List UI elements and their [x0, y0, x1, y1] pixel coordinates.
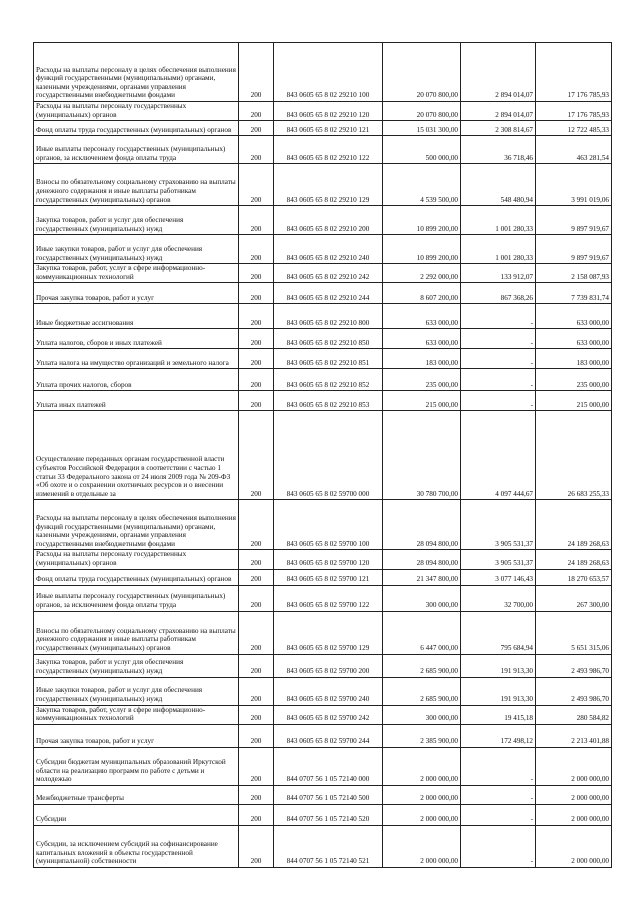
row-name-cell: Закупка товаров, работ и услуг для обеспечения государственных (муниципальных) нужд — [34, 206, 239, 235]
row-budget-code-cell: 843 0605 65 8 02 29210 121 — [274, 121, 383, 136]
row-name-cell: Уплата налогов, сборов и иных платежей — [34, 329, 239, 349]
row-approved-amount-cell: 20 070 800,00 — [383, 43, 461, 102]
table-row — [34, 500, 612, 550]
table-row — [34, 804, 612, 825]
row-line-code-cell: 200 — [239, 654, 274, 677]
row-unexecuted-amount-cell: 2 213 401,88 — [536, 724, 612, 747]
row-name-cell: Иные закупки товаров, работ и услуг для обеспечения государственных (муниципальных) нужд — [34, 677, 239, 705]
row-budget-code-cell: 843 0605 65 8 02 29210 129 — [274, 164, 383, 206]
row-unexecuted-amount-cell: 633 000,00 — [536, 304, 612, 329]
row-line-code-cell: 200 — [239, 164, 274, 206]
row-unexecuted-amount-cell: 18 270 653,57 — [536, 569, 612, 585]
row-approved-amount-cell: 2 000 000,00 — [383, 804, 461, 825]
row-approved-amount-cell: 300 000,00 — [383, 705, 461, 724]
row-executed-amount-cell: 4 097 444,67 — [461, 411, 536, 500]
row-budget-code-cell: 843 0605 65 8 02 29210 240 — [274, 235, 383, 264]
row-unexecuted-amount-cell: 2 158 087,93 — [536, 264, 612, 283]
row-budget-code-cell: 843 0605 65 8 02 29210 122 — [274, 136, 383, 164]
row-budget-code-cell: 843 0605 65 8 02 59700 121 — [274, 569, 383, 585]
row-line-code-cell: 200 — [239, 304, 274, 329]
row-line-code-cell: 200 — [239, 264, 274, 283]
row-name-cell: Иные выплаты персоналу государственных (муниципальных) органов, за исключением фонда оплаты труда — [34, 136, 239, 164]
row-budget-code-cell: 844 0707 56 1 05 72140 520 — [274, 804, 383, 825]
table-row — [34, 264, 612, 283]
row-unexecuted-amount-cell: 183 000,00 — [536, 349, 612, 369]
row-name-cell: Иные закупки товаров, работ и услуг для обеспечения государственных (муниципальных) нужд — [34, 235, 239, 264]
row-executed-amount-cell: 2 894 014,07 — [461, 102, 536, 121]
row-unexecuted-amount-cell: 2 000 000,00 — [536, 804, 612, 825]
row-line-code-cell: 200 — [239, 391, 274, 411]
row-unexecuted-amount-cell: 2 000 000,00 — [536, 747, 612, 785]
row-approved-amount-cell: 215 000,00 — [383, 391, 461, 411]
row-line-code-cell: 200 — [239, 235, 274, 264]
row-line-code-cell: 200 — [239, 724, 274, 747]
row-approved-amount-cell: 633 000,00 — [383, 329, 461, 349]
row-executed-amount-cell: 2 308 814,67 — [461, 121, 536, 136]
row-executed-amount-cell: - — [461, 785, 536, 804]
row-executed-amount-cell: 133 912,07 — [461, 264, 536, 283]
row-budget-code-cell: 844 0707 56 1 05 72140 521 — [274, 825, 383, 867]
row-unexecuted-amount-cell: 2 000 000,00 — [536, 825, 612, 867]
row-executed-amount-cell: 2 894 014,07 — [461, 43, 536, 102]
budget-table — [33, 42, 612, 868]
table-row — [34, 369, 612, 391]
row-approved-amount-cell: 2 685 900,00 — [383, 654, 461, 677]
row-approved-amount-cell: 633 000,00 — [383, 304, 461, 329]
budget-table-body — [34, 43, 612, 868]
row-executed-amount-cell: - — [461, 825, 536, 867]
row-name-cell: Закупка товаров, работ и услуг для обеспечения государственных (муниципальных) нужд — [34, 654, 239, 677]
row-line-code-cell: 200 — [239, 585, 274, 611]
row-name-cell: Субсидии — [34, 804, 239, 825]
row-unexecuted-amount-cell: 17 176 785,93 — [536, 43, 612, 102]
row-unexecuted-amount-cell: 17 176 785,93 — [536, 102, 612, 121]
table-row — [34, 611, 612, 654]
row-line-code-cell: 200 — [239, 825, 274, 867]
row-executed-amount-cell: - — [461, 349, 536, 369]
row-line-code-cell: 200 — [239, 136, 274, 164]
table-row — [34, 747, 612, 785]
row-name-cell: Расходы на выплаты персоналу в целях обеспечения выполнения функций государственными (муниципальными) органами, казенными учреждениями, органами управления государственными внебюджетными фондами — [34, 500, 239, 550]
row-name-cell: Закупка товаров, работ, услуг в сфере информационно-коммуникационных технологий — [34, 264, 239, 283]
row-name-cell: Расходы на выплаты персоналу государственных (муниципальных) органов — [34, 102, 239, 121]
row-unexecuted-amount-cell: 7 739 831,74 — [536, 283, 612, 304]
row-executed-amount-cell: - — [461, 304, 536, 329]
row-executed-amount-cell: - — [461, 369, 536, 391]
row-unexecuted-amount-cell: 26 683 255,33 — [536, 411, 612, 500]
row-unexecuted-amount-cell: 215 000,00 — [536, 391, 612, 411]
table-row — [34, 705, 612, 724]
row-budget-code-cell: 843 0605 65 8 02 29210 800 — [274, 304, 383, 329]
row-budget-code-cell: 843 0605 65 8 02 59700 122 — [274, 585, 383, 611]
row-approved-amount-cell: 15 031 300,00 — [383, 121, 461, 136]
row-approved-amount-cell: 2 685 900,00 — [383, 677, 461, 705]
row-budget-code-cell: 843 0605 65 8 02 59700 000 — [274, 411, 383, 500]
row-executed-amount-cell: 1 001 280,33 — [461, 235, 536, 264]
row-unexecuted-amount-cell: 5 651 315,06 — [536, 611, 612, 654]
row-budget-code-cell: 843 0605 65 8 02 29210 100 — [274, 43, 383, 102]
table-row — [34, 785, 612, 804]
table-row — [34, 329, 612, 349]
table-row — [34, 724, 612, 747]
table-row — [34, 569, 612, 585]
row-name-cell: Взносы по обязательному социальному страхованию на выплаты денежного содержания и иные выплаты работникам государственных (муниципальных) органов — [34, 164, 239, 206]
row-budget-code-cell: 843 0605 65 8 02 59700 244 — [274, 724, 383, 747]
row-approved-amount-cell: 2 292 000,00 — [383, 264, 461, 283]
row-executed-amount-cell: - — [461, 329, 536, 349]
table-row — [34, 550, 612, 569]
row-line-code-cell: 200 — [239, 611, 274, 654]
row-approved-amount-cell: 4 539 500,00 — [383, 164, 461, 206]
row-approved-amount-cell: 183 000,00 — [383, 349, 461, 369]
row-name-cell: Уплата налога на имущество организаций и земельного налога — [34, 349, 239, 369]
row-budget-code-cell: 843 0605 65 8 02 59700 129 — [274, 611, 383, 654]
row-budget-code-cell: 843 0605 65 8 02 29210 242 — [274, 264, 383, 283]
row-budget-code-cell: 843 0605 65 8 02 59700 200 — [274, 654, 383, 677]
row-unexecuted-amount-cell: 24 189 268,63 — [536, 500, 612, 550]
row-unexecuted-amount-cell: 9 897 919,67 — [536, 235, 612, 264]
row-name-cell: Межбюджетные трансферты — [34, 785, 239, 804]
row-unexecuted-amount-cell: 235 000,00 — [536, 369, 612, 391]
row-approved-amount-cell: 8 607 200,00 — [383, 283, 461, 304]
row-executed-amount-cell: - — [461, 747, 536, 785]
row-executed-amount-cell: 191 913,30 — [461, 654, 536, 677]
row-approved-amount-cell: 500 000,00 — [383, 136, 461, 164]
row-budget-code-cell: 843 0605 65 8 02 29210 852 — [274, 369, 383, 391]
row-unexecuted-amount-cell: 280 584,82 — [536, 705, 612, 724]
row-approved-amount-cell: 21 347 800,00 — [383, 569, 461, 585]
row-approved-amount-cell: 2 000 000,00 — [383, 747, 461, 785]
row-budget-code-cell: 844 0707 56 1 05 72140 500 — [274, 785, 383, 804]
row-unexecuted-amount-cell: 2 000 000,00 — [536, 785, 612, 804]
row-name-cell: Субсидии, за исключением субсидий на софинансирование капитальных вложений в объекты государственной (муниципальной) собственности — [34, 825, 239, 867]
table-row — [34, 304, 612, 329]
row-line-code-cell: 200 — [239, 43, 274, 102]
row-line-code-cell: 200 — [239, 206, 274, 235]
table-row — [34, 164, 612, 206]
row-name-cell: Расходы на выплаты персоналу государственных (муниципальных) органов — [34, 550, 239, 569]
row-executed-amount-cell: 172 498,12 — [461, 724, 536, 747]
row-unexecuted-amount-cell: 24 189 268,63 — [536, 550, 612, 569]
row-executed-amount-cell: 32 700,00 — [461, 585, 536, 611]
row-executed-amount-cell: - — [461, 391, 536, 411]
row-approved-amount-cell: 28 094 800,00 — [383, 550, 461, 569]
row-name-cell: Расходы на выплаты персоналу в целях обеспечения выполнения функций государственными (муниципальными) органами, казенными учреждениями, органами управления государственными внебюджетными фондами — [34, 43, 239, 102]
table-row — [34, 391, 612, 411]
table-row — [34, 43, 612, 102]
row-executed-amount-cell: 867 368,26 — [461, 283, 536, 304]
row-line-code-cell: 200 — [239, 369, 274, 391]
table-row — [34, 411, 612, 500]
row-budget-code-cell: 843 0605 65 8 02 29210 850 — [274, 329, 383, 349]
row-approved-amount-cell: 10 899 200,00 — [383, 206, 461, 235]
row-unexecuted-amount-cell: 9 897 919,67 — [536, 206, 612, 235]
row-budget-code-cell: 843 0605 65 8 02 29210 120 — [274, 102, 383, 121]
row-approved-amount-cell: 10 899 200,00 — [383, 235, 461, 264]
row-executed-amount-cell: 3 905 531,37 — [461, 550, 536, 569]
row-line-code-cell: 200 — [239, 677, 274, 705]
row-budget-code-cell: 843 0605 65 8 02 29210 200 — [274, 206, 383, 235]
row-executed-amount-cell: 3 077 146,43 — [461, 569, 536, 585]
row-unexecuted-amount-cell: 3 991 019,06 — [536, 164, 612, 206]
row-line-code-cell: 200 — [239, 500, 274, 550]
row-unexecuted-amount-cell: 633 000,00 — [536, 329, 612, 349]
row-line-code-cell: 200 — [239, 705, 274, 724]
row-name-cell: Уплата прочих налогов, сборов — [34, 369, 239, 391]
row-line-code-cell: 200 — [239, 747, 274, 785]
table-row — [34, 585, 612, 611]
row-line-code-cell: 200 — [239, 102, 274, 121]
row-approved-amount-cell: 2 000 000,00 — [383, 785, 461, 804]
row-line-code-cell: 200 — [239, 785, 274, 804]
row-line-code-cell: 200 — [239, 283, 274, 304]
row-executed-amount-cell: 36 718,46 — [461, 136, 536, 164]
row-unexecuted-amount-cell: 267 300,00 — [536, 585, 612, 611]
row-executed-amount-cell: 3 905 531,37 — [461, 500, 536, 550]
row-budget-code-cell: 843 0605 65 8 02 59700 242 — [274, 705, 383, 724]
row-unexecuted-amount-cell: 2 493 986,70 — [536, 677, 612, 705]
table-row — [34, 654, 612, 677]
row-budget-code-cell: 843 0605 65 8 02 59700 100 — [274, 500, 383, 550]
row-budget-code-cell: 843 0605 65 8 02 59700 240 — [274, 677, 383, 705]
row-line-code-cell: 200 — [239, 804, 274, 825]
row-name-cell: Фонд оплаты труда государственных (муниципальных) органов — [34, 569, 239, 585]
row-executed-amount-cell: 19 415,18 — [461, 705, 536, 724]
row-name-cell: Иные выплаты персоналу государственных (муниципальных) органов, за исключением фонда оплаты труда — [34, 585, 239, 611]
row-name-cell: Взносы по обязательному социальному страхованию на выплаты денежного содержания и иные выплаты работникам государственных (муниципальных) органов — [34, 611, 239, 654]
row-name-cell: Субсидии бюджетам муниципальных образований Иркутской области на реализацию программ по работе с детьми и молодежью — [34, 747, 239, 785]
row-name-cell: Закупка товаров, работ, услуг в сфере информационно-коммуникационных технологий — [34, 705, 239, 724]
row-name-cell: Фонд оплаты труда государственных (муниципальных) органов — [34, 121, 239, 136]
row-approved-amount-cell: 30 780 700,00 — [383, 411, 461, 500]
row-name-cell: Прочая закупка товаров, работ и услуг — [34, 724, 239, 747]
row-approved-amount-cell: 2 385 900,00 — [383, 724, 461, 747]
row-approved-amount-cell: 300 000,00 — [383, 585, 461, 611]
row-approved-amount-cell: 6 447 000,00 — [383, 611, 461, 654]
row-executed-amount-cell: - — [461, 804, 536, 825]
row-name-cell: Уплата иных платежей — [34, 391, 239, 411]
table-row — [34, 235, 612, 264]
table-row — [34, 136, 612, 164]
table-row — [34, 102, 612, 121]
row-executed-amount-cell: 191 913,30 — [461, 677, 536, 705]
table-row — [34, 283, 612, 304]
row-line-code-cell: 200 — [239, 121, 274, 136]
row-budget-code-cell: 843 0605 65 8 02 29210 851 — [274, 349, 383, 369]
row-line-code-cell: 200 — [239, 550, 274, 569]
row-executed-amount-cell: 795 684,94 — [461, 611, 536, 654]
row-budget-code-cell: 843 0605 65 8 02 59700 120 — [274, 550, 383, 569]
row-unexecuted-amount-cell: 12 722 485,33 — [536, 121, 612, 136]
table-row — [34, 121, 612, 136]
row-unexecuted-amount-cell: 463 281,54 — [536, 136, 612, 164]
row-budget-code-cell: 843 0605 65 8 02 29210 853 — [274, 391, 383, 411]
row-budget-code-cell: 843 0605 65 8 02 29210 244 — [274, 283, 383, 304]
row-line-code-cell: 200 — [239, 569, 274, 585]
row-approved-amount-cell: 2 000 000,00 — [383, 825, 461, 867]
row-budget-code-cell: 844 0707 56 1 05 72140 000 — [274, 747, 383, 785]
row-unexecuted-amount-cell: 2 493 986,70 — [536, 654, 612, 677]
row-executed-amount-cell: 548 480,94 — [461, 164, 536, 206]
row-name-cell: Иные бюджетные ассигнования — [34, 304, 239, 329]
row-approved-amount-cell: 28 094 800,00 — [383, 500, 461, 550]
row-line-code-cell: 200 — [239, 349, 274, 369]
table-row — [34, 825, 612, 867]
row-executed-amount-cell: 1 001 280,33 — [461, 206, 536, 235]
row-line-code-cell: 200 — [239, 329, 274, 349]
row-approved-amount-cell: 20 070 800,00 — [383, 102, 461, 121]
row-approved-amount-cell: 235 000,00 — [383, 369, 461, 391]
row-line-code-cell: 200 — [239, 411, 274, 500]
row-name-cell: Прочая закупка товаров, работ и услуг — [34, 283, 239, 304]
table-row — [34, 206, 612, 235]
table-row — [34, 677, 612, 705]
row-name-cell: Осуществление переданных органам государственной власти субъектов Российской Федерации в соответствии с частью 1 статьи 33 Федерального закона от 24 июля 2009 года № 209-ФЗ «Об охоте и о сохранении охотничьих ресурсов и о внесении изменений в отдельные за — [34, 411, 239, 500]
table-row — [34, 349, 612, 369]
